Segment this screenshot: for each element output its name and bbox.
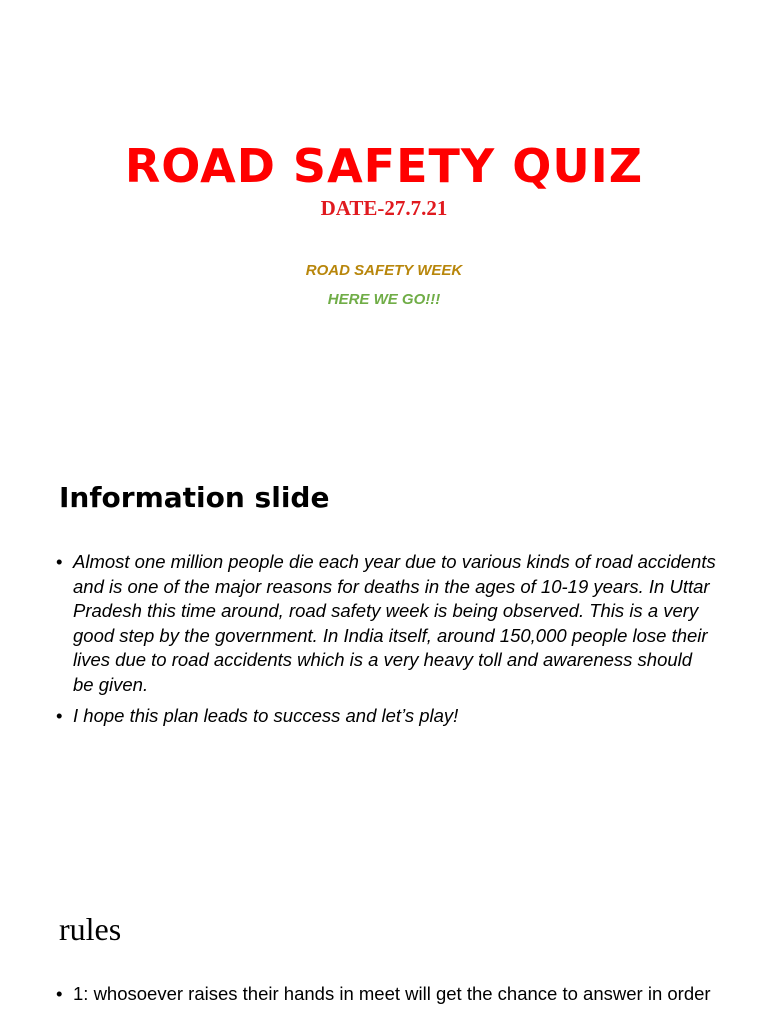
bullet-icon: • [56, 983, 63, 1004]
rule-item [56, 982, 716, 1007]
information-bullet [56, 550, 716, 697]
information-bullet [56, 704, 716, 729]
subtitle-here-we-go: HERE WE GO!!! [327, 291, 441, 308]
rules-bullet-list [56, 982, 716, 1007]
rule-text: 1: whosoever raises their hands in meet will get the chance to answer in order [73, 983, 711, 1004]
quiz-date: DATE-27.7.21 [320, 196, 448, 220]
subtitle-road-safety-week: ROAD SAFETY WEEK [305, 262, 463, 279]
quiz-title: ROAD SAFETY QUIZ [124, 139, 644, 193]
information-bullet-text: Almost one million people die each year due to various kinds of road accidents and is one of the major reasons for deaths in the ages of 10-19 years. In Uttar Pradesh this time around, road safety week is being observed. This is a very good step by the government. In India itself, around 150,000 people lose their lives due to road accidents which is a very heavy toll and awareness should be given. [73, 551, 716, 695]
rules-heading: rules [59, 911, 122, 947]
information-heading: Information slide [59, 481, 330, 514]
information-bullet-list [56, 550, 716, 736]
bullet-icon: • [56, 551, 63, 572]
bullet-icon: • [56, 705, 63, 726]
title-slide [0, 0, 768, 432]
information-bullet-text: I hope this plan leads to success and let’s play! [73, 705, 459, 726]
rules-slide [0, 864, 768, 1024]
information-slide [0, 432, 768, 864]
